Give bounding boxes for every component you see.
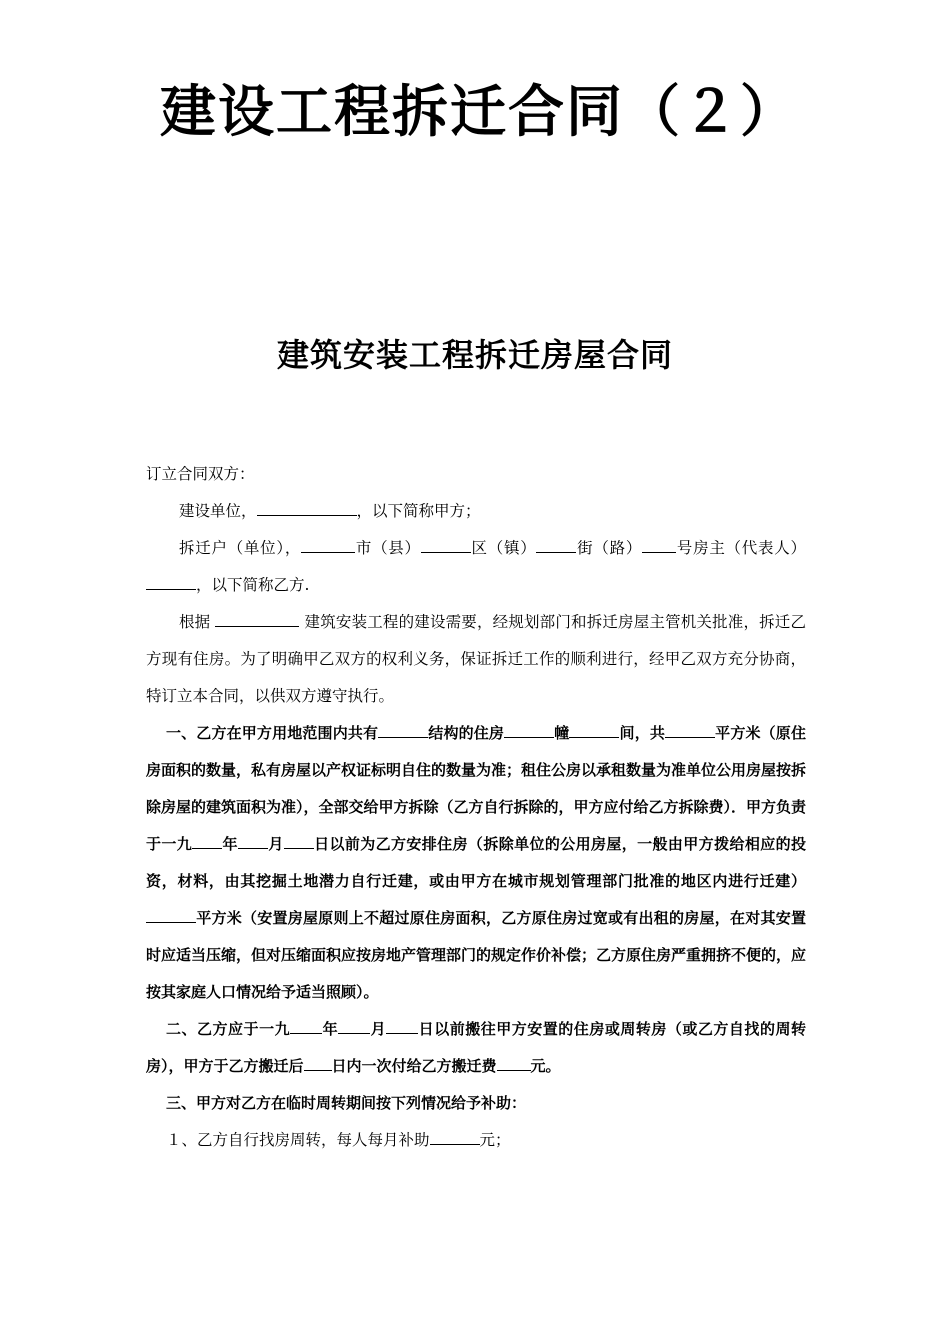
blank-field[interactable]	[504, 723, 554, 738]
document-title: 建设工程拆迁合同（２）	[160, 79, 798, 145]
party-a-line: 建设单位， ，以下简称甲方；	[179, 502, 481, 520]
blank-field[interactable]	[238, 834, 268, 849]
blank-field[interactable]	[304, 1056, 332, 1071]
clause-3-item-1: １、乙方自行找房周转，每人每月补助 元；	[166, 1131, 511, 1149]
blank-field[interactable]	[378, 723, 428, 738]
contract-subtitle: 建筑安装工程拆迁房屋合同	[276, 336, 673, 374]
blank-field[interactable]	[146, 908, 196, 923]
clause-1: 一、乙方在甲方用地范围内共有 结构的住房 幢 间，共 平方米（原住房面积的数量，私有房屋以产权证标明自住的数量为准；租住公房以承租数量为准单位公用房屋按拆除房屋的建筑面积为准），全部交给甲方拆除（乙方自行拆除的，甲方应付给乙方拆除费）．甲方负责于一九 年 月 日以前为乙方安排住房（拆除单位的公用房屋，一般由甲方拨给相应的投资，材料，由其挖掘土地潜力自行迁建，或由甲方在城市规划管理部门批准的地区内进行迁建） 平方米（安置房屋原则上不超过原住房面积，乙方原住房过宽或有出租的房屋，在对其安置时应适当压缩，但对压缩面积应按房地产管理部门的规定作价补偿；乙方原住房严重拥挤不便的，应按其家庭人口情况给予适当照顾）。	[146, 724, 807, 1001]
blank-field[interactable]	[421, 538, 471, 553]
blank-field[interactable]	[536, 538, 576, 553]
blank-field[interactable]	[146, 575, 196, 590]
blank-field[interactable]	[215, 612, 299, 627]
blank-field[interactable]	[569, 723, 619, 738]
blank-field[interactable]	[430, 1130, 480, 1145]
clause-3: 三、甲方对乙方在临时周转期间按下列情况给予补助：	[166, 1094, 527, 1112]
clause-2: 二、乙方应于一九 年 月 日以前搬往甲方安置的住房或周转房（或乙方自找的周转房），甲方于乙方搬迁后 日内一次付给乙方搬迁费 元。	[146, 1020, 806, 1075]
blank-field[interactable]	[338, 1019, 370, 1034]
blank-field[interactable]	[386, 1019, 418, 1034]
blank-field[interactable]	[257, 501, 357, 516]
blank-field[interactable]	[497, 1056, 531, 1071]
blank-field[interactable]	[665, 723, 715, 738]
blank-field[interactable]	[301, 538, 355, 553]
preamble-paragraph: 根据 建筑安装工程的建设需要，经规划部门和拆迁房屋主管机关批准，拆迁乙方现有住房。为了明确甲乙双方的权利义务，保证拆迁工作的顺利进行，经甲乙双方充分协商，特订立本合同，以供双方遵守执行。	[146, 613, 806, 705]
blank-field[interactable]	[284, 834, 314, 849]
blank-field[interactable]	[290, 1019, 322, 1034]
party-b-line: 拆迁户（单位）， 市（县） 区（镇） 街（路） 号房主（代表人），以下简称乙方.	[146, 530, 806, 604]
blank-field[interactable]	[192, 834, 222, 849]
blank-field[interactable]	[642, 538, 676, 553]
parties-heading: 订立合同双方：	[146, 465, 255, 483]
contract-body	[146, 456, 806, 1159]
